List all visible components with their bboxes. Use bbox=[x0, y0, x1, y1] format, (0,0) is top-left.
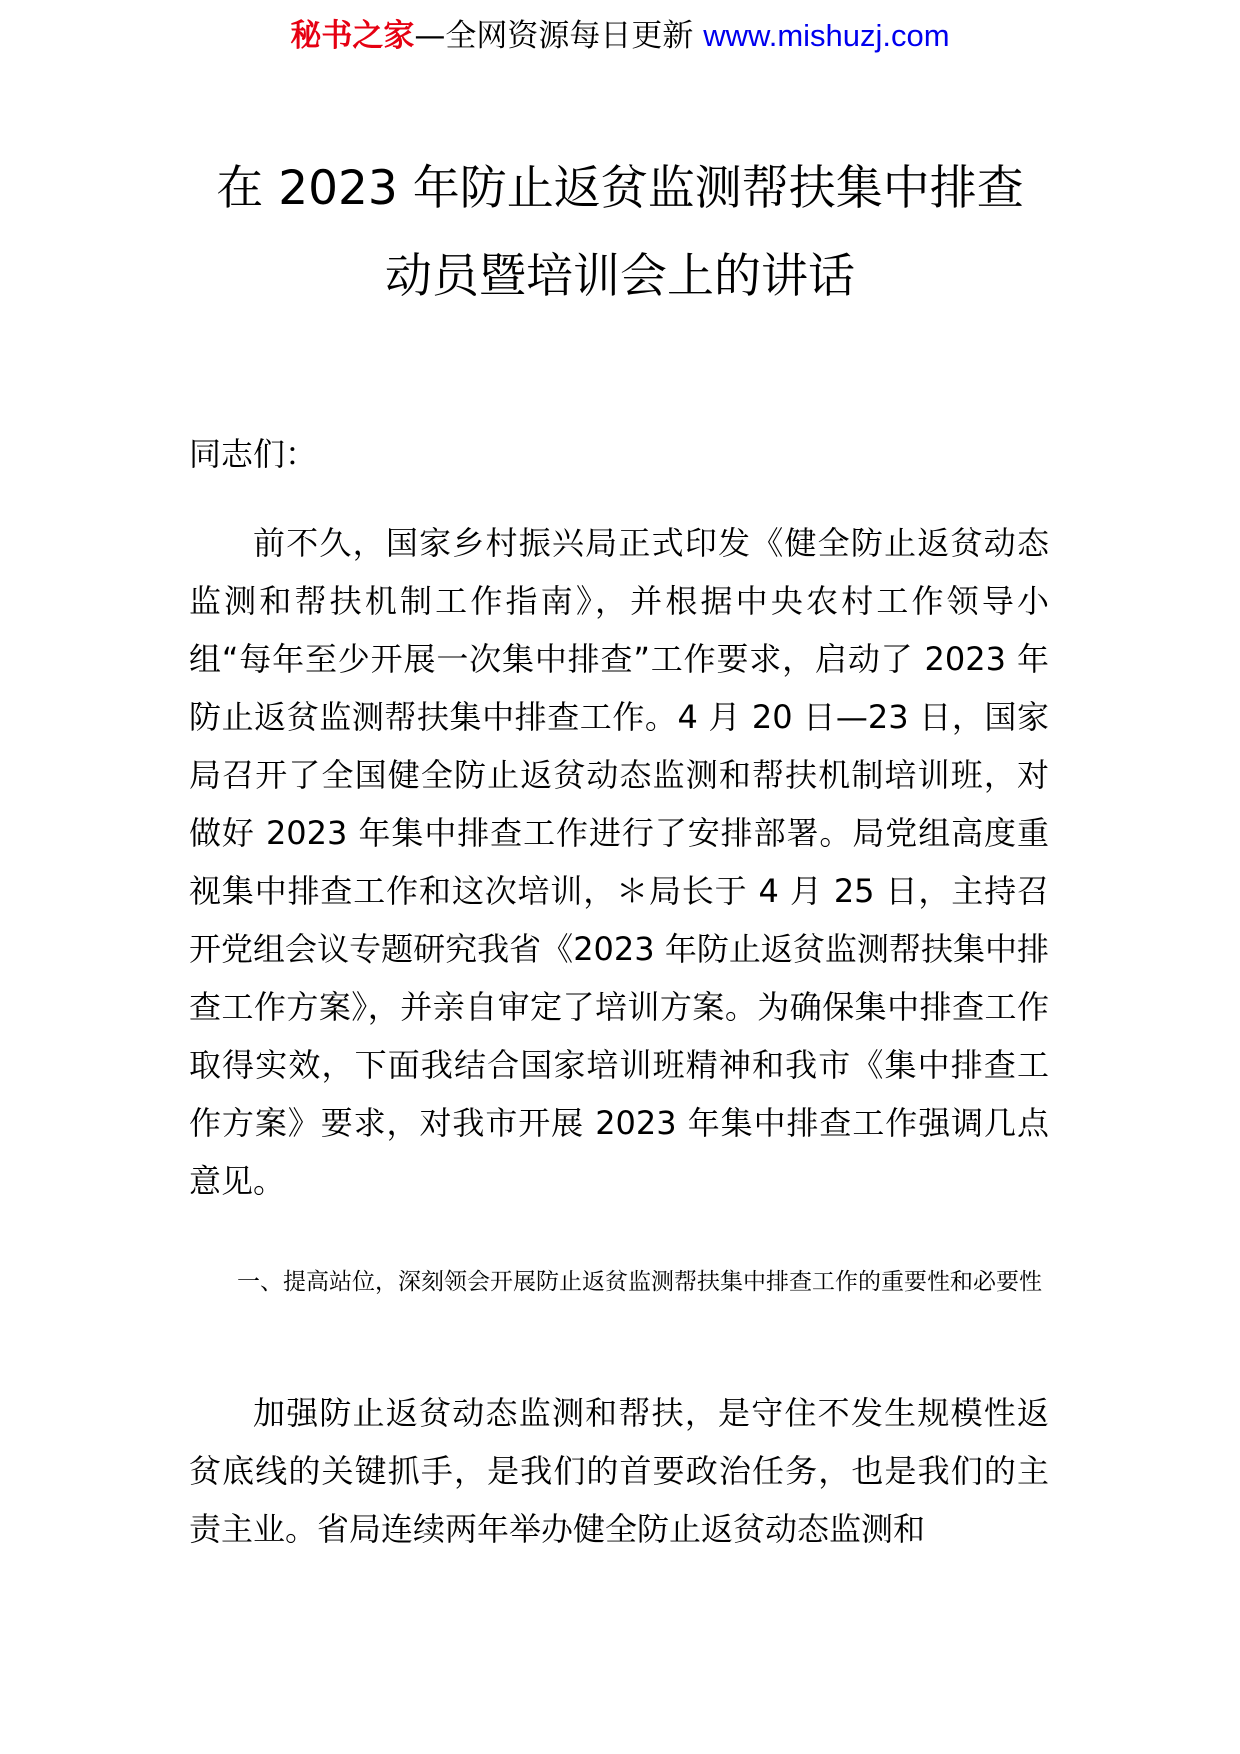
salutation: 同志们： bbox=[189, 435, 318, 473]
site-header bbox=[0, 14, 1240, 58]
document-title-line-2: 动员暨培训会上的讲话 bbox=[385, 249, 855, 304]
body-paragraph-1: 前不久，国家乡村振兴局正式印发《健全防止返贫动态监测和帮扶机制工作指南》，并根据中央农村工作领导小组“每年至少开展一次集中排查”工作要求，启动了 2023 年防止返贫监测帮扶集中排查工作。4 月 20 日—23 日，国家局召开了全国健全防止返贫动态监测和帮扶机制培训班，对做好 2023 年集中排查工作进行了安排部署。局党组高度重视集中排查工作和这次培训，＊局长于 4 月 25 日，主持召开党组会议专题研究我省《2023 年防止返贫监测帮扶集中排查工作方案》，并亲自审定了培训方案。为确保集中排查工作取得实效，下面我结合国家培训班精神和我市《集中排查工作方案》要求，对我市开展 2023 年集中排查工作强调几点意见。 bbox=[189, 524, 1049, 1200]
site-url-link[interactable]: www.mishuzj.com bbox=[703, 18, 950, 53]
document-title bbox=[140, 145, 1100, 321]
document-title-line-1: 在 2023 年防止返贫监测帮扶集中排查 bbox=[216, 161, 1024, 216]
body-paragraph-2: 加强防止返贫动态监测和帮扶，是守住不发生规模性返贫底线的关键抓手，是我们的首要政治任务，也是我们的主责主业。省局连续两年举办健全防止返贫动态监测和 bbox=[189, 1394, 1049, 1548]
site-brand: 秘书之家 bbox=[290, 18, 415, 54]
section-heading-1: 一、提高站位，深刻领会开展防止返贫监测帮扶集中排查工作的重要性和必要性 bbox=[237, 1269, 1042, 1295]
site-slogan: —全网资源每日更新 bbox=[414, 18, 694, 54]
